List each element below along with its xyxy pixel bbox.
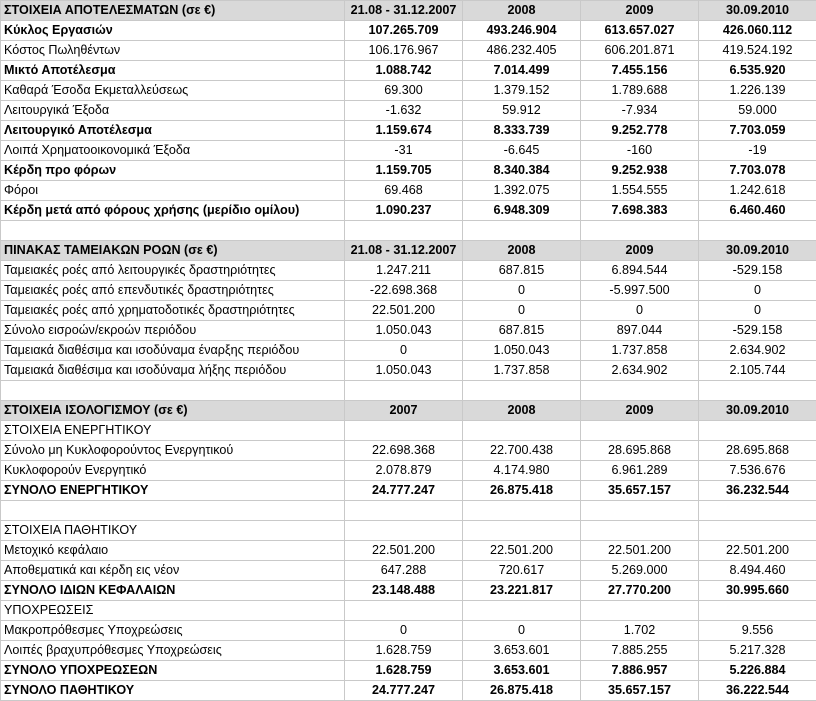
table-row bbox=[1, 341, 816, 361]
cell-value bbox=[345, 421, 463, 441]
column-header: 21.08 - 31.12.2007 bbox=[345, 1, 463, 21]
cell-value: -22.698.368 bbox=[345, 281, 463, 301]
row-label: Ταμειακές ροές από λειτουργικές δραστηριότητες bbox=[1, 261, 345, 281]
cell-value: 0 bbox=[699, 281, 816, 301]
cell-value: 1.379.152 bbox=[463, 81, 581, 101]
cash-flow-header-row bbox=[1, 241, 816, 261]
cell-value: 2.105.744 bbox=[699, 361, 816, 381]
table-row bbox=[1, 281, 816, 301]
table-row bbox=[1, 161, 816, 181]
cell-value: 22.698.368 bbox=[345, 441, 463, 461]
cell-value: 22.501.200 bbox=[581, 541, 699, 561]
row-label: Μετοχικό κεφάλαιο bbox=[1, 541, 345, 561]
row-label: Λειτουργικό Αποτέλεσμα bbox=[1, 121, 345, 141]
cell-value: 0 bbox=[463, 301, 581, 321]
cell-value: 8.333.739 bbox=[463, 121, 581, 141]
row-label: Κύκλος Εργασιών bbox=[1, 21, 345, 41]
table-row bbox=[1, 521, 816, 541]
cell-value: 22.501.200 bbox=[345, 541, 463, 561]
column-header: 21.08 - 31.12.2007 bbox=[345, 241, 463, 261]
cell-value: 606.201.871 bbox=[581, 41, 699, 61]
empty-cell bbox=[581, 221, 699, 241]
table-row bbox=[1, 621, 816, 641]
cell-value bbox=[345, 521, 463, 541]
financial-table-body bbox=[1, 1, 816, 701]
cell-value: -19 bbox=[699, 141, 816, 161]
column-header: 2009 bbox=[581, 401, 699, 421]
cell-value: 7.698.383 bbox=[581, 201, 699, 221]
section-title: ΣΤΟΙΧΕΙΑ ΙΣΟΛΟΓΙΣΜΟΥ (σε €) bbox=[1, 401, 345, 421]
cell-value: 2.634.902 bbox=[699, 341, 816, 361]
column-header: 2009 bbox=[581, 1, 699, 21]
empty-cell bbox=[581, 381, 699, 401]
cell-value: 0 bbox=[699, 301, 816, 321]
cell-value: 35.657.157 bbox=[581, 681, 699, 701]
cell-value: 22.501.200 bbox=[345, 301, 463, 321]
cell-value bbox=[699, 521, 816, 541]
cell-value: 1.737.858 bbox=[463, 361, 581, 381]
table-row bbox=[1, 141, 816, 161]
cell-value: 0 bbox=[345, 621, 463, 641]
cell-value: 1.247.211 bbox=[345, 261, 463, 281]
cell-value: 30.995.660 bbox=[699, 581, 816, 601]
row-label: Λοιπά Χρηματοοικονομικά Έξοδα bbox=[1, 141, 345, 161]
table-row bbox=[1, 181, 816, 201]
cell-value: 7.703.059 bbox=[699, 121, 816, 141]
cell-value: -529.158 bbox=[699, 321, 816, 341]
table-row bbox=[1, 481, 816, 501]
column-header: 2008 bbox=[463, 241, 581, 261]
table-row bbox=[1, 441, 816, 461]
cell-value: 26.875.418 bbox=[463, 481, 581, 501]
row-label: Κέρδη προ φόρων bbox=[1, 161, 345, 181]
cell-value: 486.232.405 bbox=[463, 41, 581, 61]
row-label: Ταμειακές ροές από επενδυτικές δραστηριότητες bbox=[1, 281, 345, 301]
row-label: Αποθεματικά και κέρδη εις νέον bbox=[1, 561, 345, 581]
cell-value bbox=[699, 421, 816, 441]
cell-value: 6.460.460 bbox=[699, 201, 816, 221]
cell-value: 69.468 bbox=[345, 181, 463, 201]
cell-value: 22.501.200 bbox=[699, 541, 816, 561]
row-label: ΣΥΝΟΛΟ ΥΠΟΧΡΕΩΣΕΩΝ bbox=[1, 661, 345, 681]
column-header: 2009 bbox=[581, 241, 699, 261]
cell-value bbox=[463, 501, 581, 521]
empty-cell bbox=[345, 381, 463, 401]
cell-value: 28.695.868 bbox=[581, 441, 699, 461]
row-label: Κόστος Πωληθέντων bbox=[1, 41, 345, 61]
row-label: Κυκλοφορούν Ενεργητικό bbox=[1, 461, 345, 481]
cell-value: 3.653.601 bbox=[463, 641, 581, 661]
row-label: Μικτό Αποτέλεσμα bbox=[1, 61, 345, 81]
row-label: Ταμειακές ροές από χρηματοδοτικές δραστηριότητες bbox=[1, 301, 345, 321]
row-label: Κέρδη μετά από φόρους χρήσης (μερίδιο ομίλου) bbox=[1, 201, 345, 221]
cell-value: 1.159.674 bbox=[345, 121, 463, 141]
row-label: Μακροπρόθεσμες Υποχρεώσεις bbox=[1, 621, 345, 641]
cell-value: 419.524.192 bbox=[699, 41, 816, 61]
cell-value bbox=[699, 601, 816, 621]
table-row bbox=[1, 581, 816, 601]
cell-value: 8.494.460 bbox=[699, 561, 816, 581]
section-title: ΠΙΝΑΚΑΣ ΤΑΜΕΙΑΚΩΝ ΡΟΩΝ (σε €) bbox=[1, 241, 345, 261]
section-title: ΣΤΟΙΧΕΙΑ ΑΠΟΤΕΛΕΣΜΑΤΩΝ (σε €) bbox=[1, 1, 345, 21]
cell-value: 1.050.043 bbox=[345, 321, 463, 341]
cell-value: 5.217.328 bbox=[699, 641, 816, 661]
cell-value: 2.634.902 bbox=[581, 361, 699, 381]
table-row bbox=[1, 421, 816, 441]
row-label: ΣΤΟΙΧΕΙΑ ΕΝΕΡΓΗΤΙΚΟΥ bbox=[1, 421, 345, 441]
cell-value: 27.770.200 bbox=[581, 581, 699, 601]
row-label: ΣΤΟΙΧΕΙΑ ΠΑΘΗΤΙΚΟΥ bbox=[1, 521, 345, 541]
spacer-row bbox=[1, 381, 816, 401]
cell-value: 1.737.858 bbox=[581, 341, 699, 361]
row-label: Λοιπές βραχυπρόθεσμες Υποχρεώσεις bbox=[1, 641, 345, 661]
row-label: Καθαρά Έσοδα Εκμεταλλεύσεως bbox=[1, 81, 345, 101]
cell-value bbox=[463, 601, 581, 621]
income-statement-header-row bbox=[1, 1, 816, 21]
cell-value: 36.232.544 bbox=[699, 481, 816, 501]
cell-value: 1.628.759 bbox=[345, 641, 463, 661]
cell-value: 5.269.000 bbox=[581, 561, 699, 581]
table-row bbox=[1, 661, 816, 681]
cell-value: 613.657.027 bbox=[581, 21, 699, 41]
table-row bbox=[1, 321, 816, 341]
cell-value: 6.961.289 bbox=[581, 461, 699, 481]
cell-value: 1.554.555 bbox=[581, 181, 699, 201]
column-header: 2007 bbox=[345, 401, 463, 421]
cell-value: 7.885.255 bbox=[581, 641, 699, 661]
cell-value: 1.702 bbox=[581, 621, 699, 641]
table-row bbox=[1, 601, 816, 621]
table-row bbox=[1, 361, 816, 381]
cell-value: 5.226.884 bbox=[699, 661, 816, 681]
column-header: 2008 bbox=[463, 1, 581, 21]
cell-value: 1.242.618 bbox=[699, 181, 816, 201]
row-label: Ταμειακά διαθέσιμα και ισοδύναμα έναρξης περιόδου bbox=[1, 341, 345, 361]
cell-value: 1.628.759 bbox=[345, 661, 463, 681]
cell-value: 1.159.705 bbox=[345, 161, 463, 181]
cell-value: 23.221.817 bbox=[463, 581, 581, 601]
row-label: Φόροι bbox=[1, 181, 345, 201]
cell-value: -160 bbox=[581, 141, 699, 161]
row-label: ΥΠΟΧΡΕΩΣΕΙΣ bbox=[1, 601, 345, 621]
empty-cell bbox=[1, 221, 345, 241]
row-label: Ταμειακά διαθέσιμα και ισοδύναμα λήξης περιόδου bbox=[1, 361, 345, 381]
cell-value: 1.090.237 bbox=[345, 201, 463, 221]
cell-value: 9.556 bbox=[699, 621, 816, 641]
table-row bbox=[1, 641, 816, 661]
column-header: 2008 bbox=[463, 401, 581, 421]
cell-value: 647.288 bbox=[345, 561, 463, 581]
cell-value: 720.617 bbox=[463, 561, 581, 581]
cell-value: 22.700.438 bbox=[463, 441, 581, 461]
table-row bbox=[1, 301, 816, 321]
cell-value bbox=[581, 521, 699, 541]
table-row bbox=[1, 101, 816, 121]
cell-value: 69.300 bbox=[345, 81, 463, 101]
cell-value: 6.894.544 bbox=[581, 261, 699, 281]
row-label: Λειτουργικά Έξοδα bbox=[1, 101, 345, 121]
table-row bbox=[1, 21, 816, 41]
cell-value: 36.222.544 bbox=[699, 681, 816, 701]
empty-cell bbox=[345, 221, 463, 241]
empty-cell bbox=[1, 381, 345, 401]
empty-cell bbox=[463, 381, 581, 401]
cell-value: 9.252.938 bbox=[581, 161, 699, 181]
row-label bbox=[1, 501, 345, 521]
table-row bbox=[1, 61, 816, 81]
table-row bbox=[1, 461, 816, 481]
cell-value: 28.695.868 bbox=[699, 441, 816, 461]
cell-value bbox=[699, 501, 816, 521]
cell-value: -1.632 bbox=[345, 101, 463, 121]
cell-value bbox=[345, 601, 463, 621]
cell-value: 8.340.384 bbox=[463, 161, 581, 181]
empty-cell bbox=[463, 221, 581, 241]
cell-value: 1.050.043 bbox=[345, 361, 463, 381]
cell-value bbox=[581, 501, 699, 521]
cell-value: 35.657.157 bbox=[581, 481, 699, 501]
table-row bbox=[1, 121, 816, 141]
cell-value bbox=[581, 601, 699, 621]
cell-value: 1.789.688 bbox=[581, 81, 699, 101]
cell-value: 4.174.980 bbox=[463, 461, 581, 481]
cell-value: 426.060.112 bbox=[699, 21, 816, 41]
cell-value bbox=[463, 521, 581, 541]
table-row bbox=[1, 261, 816, 281]
cell-value: 1.392.075 bbox=[463, 181, 581, 201]
cell-value: 9.252.778 bbox=[581, 121, 699, 141]
column-header: 30.09.2010 bbox=[699, 241, 816, 261]
cell-value: 24.777.247 bbox=[345, 481, 463, 501]
table-row bbox=[1, 41, 816, 61]
cell-value: 107.265.709 bbox=[345, 21, 463, 41]
cell-value: 1.050.043 bbox=[463, 341, 581, 361]
cell-value: 0 bbox=[581, 301, 699, 321]
cell-value: 0 bbox=[463, 281, 581, 301]
table-row bbox=[1, 201, 816, 221]
cell-value: 897.044 bbox=[581, 321, 699, 341]
cell-value: 493.246.904 bbox=[463, 21, 581, 41]
cell-value: 7.886.957 bbox=[581, 661, 699, 681]
cell-value: -6.645 bbox=[463, 141, 581, 161]
cell-value: 6.535.920 bbox=[699, 61, 816, 81]
cell-value: 1.226.139 bbox=[699, 81, 816, 101]
cell-value: 7.014.499 bbox=[463, 61, 581, 81]
row-label: Σύνολο μη Κυκλοφορούντος Ενεργητικού bbox=[1, 441, 345, 461]
cell-value: 106.176.967 bbox=[345, 41, 463, 61]
cell-value: 22.501.200 bbox=[463, 541, 581, 561]
cell-value: 687.815 bbox=[463, 261, 581, 281]
empty-cell bbox=[699, 221, 816, 241]
cell-value: 59.000 bbox=[699, 101, 816, 121]
row-label: ΣΥΝΟΛΟ ΠΑΘΗΤΙΚΟΥ bbox=[1, 681, 345, 701]
cell-value: 26.875.418 bbox=[463, 681, 581, 701]
cell-value: 1.088.742 bbox=[345, 61, 463, 81]
row-label: Σύνολο εισροών/εκροών περιόδου bbox=[1, 321, 345, 341]
cell-value: 24.777.247 bbox=[345, 681, 463, 701]
cell-value: 0 bbox=[463, 621, 581, 641]
cell-value: -7.934 bbox=[581, 101, 699, 121]
row-label: ΣΥΝΟΛΟ ΙΔΙΩΝ ΚΕΦΑΛΑΙΩΝ bbox=[1, 581, 345, 601]
cell-value: 7.703.078 bbox=[699, 161, 816, 181]
balance-sheet-header-row bbox=[1, 401, 816, 421]
cell-value: -5.997.500 bbox=[581, 281, 699, 301]
cell-value: 59.912 bbox=[463, 101, 581, 121]
table-row bbox=[1, 501, 816, 521]
cell-value: -529.158 bbox=[699, 261, 816, 281]
cell-value: 2.078.879 bbox=[345, 461, 463, 481]
table-row bbox=[1, 541, 816, 561]
cell-value: 6.948.309 bbox=[463, 201, 581, 221]
table-row bbox=[1, 561, 816, 581]
empty-cell bbox=[699, 381, 816, 401]
row-label: ΣΥΝΟΛΟ ΕΝΕΡΓΗΤΙΚΟΥ bbox=[1, 481, 345, 501]
table-row bbox=[1, 681, 816, 701]
cell-value: 0 bbox=[345, 341, 463, 361]
column-header: 30.09.2010 bbox=[699, 1, 816, 21]
cell-value: -31 bbox=[345, 141, 463, 161]
cell-value: 7.455.156 bbox=[581, 61, 699, 81]
cell-value bbox=[345, 501, 463, 521]
spacer-row bbox=[1, 221, 816, 241]
table-row bbox=[1, 81, 816, 101]
column-header: 30.09.2010 bbox=[699, 401, 816, 421]
cell-value: 23.148.488 bbox=[345, 581, 463, 601]
cell-value bbox=[463, 421, 581, 441]
cell-value: 3.653.601 bbox=[463, 661, 581, 681]
cell-value: 687.815 bbox=[463, 321, 581, 341]
cell-value: 7.536.676 bbox=[699, 461, 816, 481]
cell-value bbox=[581, 421, 699, 441]
